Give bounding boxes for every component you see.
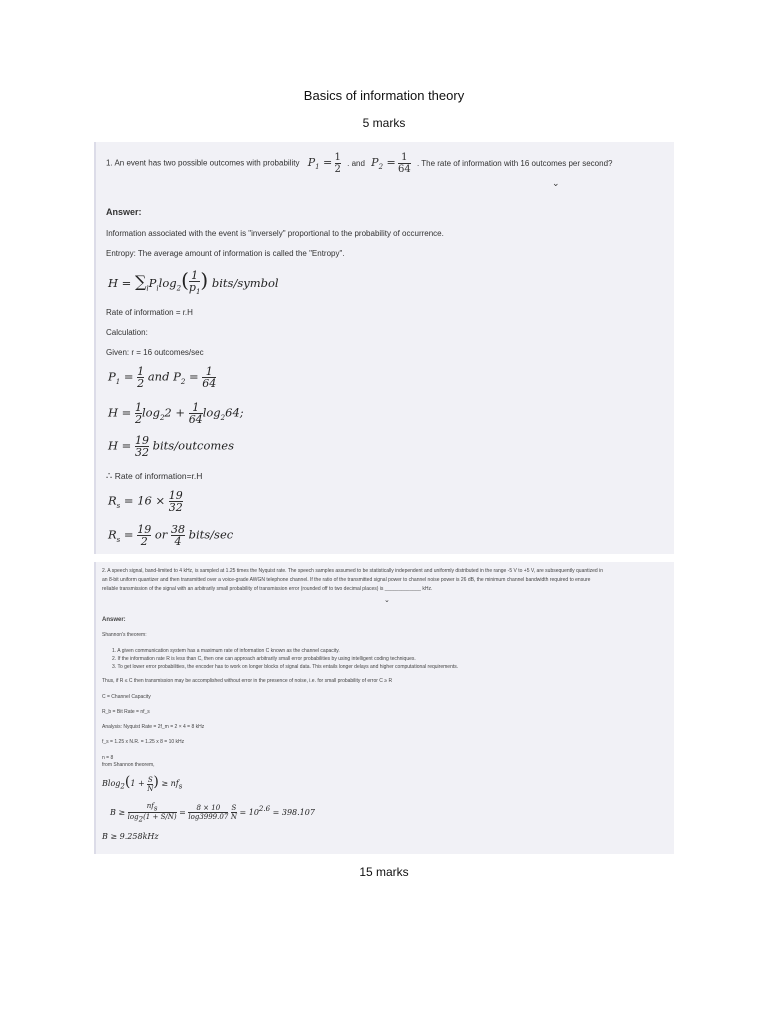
entropy-calc: H = $\frac{1}{2}$ $\log_22$ + $\frac{1}{64}$ $\log_264$; [108, 401, 244, 426]
answer-label-2: Answer: [102, 617, 126, 623]
rate-result: $R_s$ = $\frac{19}{2}$ or $\frac{38}{4}$ bits/sec [108, 523, 234, 548]
analysis-line: Analysis: Nyquist Rate = 2f_m = 2 × 4 = 8 kHz [102, 724, 205, 730]
n-line: n = 8 [102, 755, 114, 761]
chevron-down-icon[interactable]: ⌄ [384, 597, 390, 604]
shannon-point-1: 1. A given communication system has a maximum rate of information C known as the channel capacity. [112, 648, 340, 654]
question-2-line-1: 2. A speech signal, band-limited to 4 kHz, is sampled at 1.25 times the Nyquist rate. The speech samples assumed to be statistically independent and uniformly distributed in the range -5 V to +5 V, are subsequently quantized in [102, 568, 603, 574]
answer-line-1: Information associated with the event is "inversely" proportional to the probability of occurrence. [106, 229, 444, 238]
bitrate-line: R_b = Bit Rate = nf_s [102, 709, 150, 715]
answer-label: Answer: [106, 207, 142, 217]
question-1-text: 1. An event has two possible outcomes with probability $P_1$ = $\frac{1}{2}$ . and $P_2$ = $\frac{1}{64}$ . The rate of information with 16 outcomes per second? [106, 152, 613, 175]
question-2-line-3: reliable transmission of the signal with an arbitrarily small probability of transmission error (rounded off to two decimal places) is _____________ kHz. [102, 586, 433, 592]
thus-line: Thus, if R ≤ C then transmission may be accomplished without error in the presence of noise, i.e. for small probability of error C ≥ R [102, 678, 393, 684]
marks-label-15: 15 marks [359, 865, 409, 879]
shannon-point-3: 3. To get lower error probabilities, the encoder has to work on longer blocks of signal data. This entails longer delays and higher computational requirements. [112, 664, 459, 670]
entropy-formula: $H = \sum_iP_i\log_2$( $\frac{1}{p_1}$ ) bits/symbol [108, 268, 279, 297]
chevron-down-icon[interactable]: ⌄ [552, 178, 560, 188]
shannon-point-2: 2. If the information rate R is less than C, then one can approach arbitrarily small error probabilities by using intelligent coding techniques. [112, 656, 416, 662]
question-2-line-2: an 8-bit uniform quantizer and then transmitted over a voice-grade AWGN telephone channel. If the ratio of the transmitted signal power to channel noise power is 26 dB, the minimum channel bandwidth required to ensure [102, 577, 591, 583]
calculation-label: Calculation: [106, 328, 148, 337]
question-1-panel [94, 142, 674, 554]
sampling-line: f_s = 1.25 x N.R. = 1.25 x 8 = 10 kHz [102, 739, 185, 745]
shannon-inequality: Blog$_2$(1 + $\frac{S}{N}$ ) ≥ $nf_s$ [102, 774, 183, 793]
from-shannon-line: from Shannon theorem, [102, 762, 155, 768]
bandwidth-calc: B ≥ $\frac{nf_s}{\log_2(1 + S/N)}$ = $\frac{8 \times 10}{\log 3999.07}$ $\frac{S}{N}$ = $10^{2.6} = 398.107$ [110, 802, 315, 824]
question-2-panel [94, 562, 674, 854]
document-title: Basics of information theory [303, 88, 465, 103]
entropy-result: H = $\frac{19}{32}$ bits/outcomes [108, 434, 235, 459]
probability-equation: $P_1$ = $\frac{1}{2}$ and $P_2$ = $\frac{1}{64}$ [108, 365, 217, 390]
given-line: Given: r = 16 outcomes/sec [106, 348, 204, 357]
bandwidth-result: B ≥ 9.258kHz [102, 832, 159, 841]
answer-line-2: Entropy: The average amount of information is called the "Entropy". [106, 249, 345, 258]
marks-label-5: 5 marks [362, 116, 406, 130]
capacity-line: C = Channel Capacity [102, 694, 151, 700]
shannon-heading: Shannon's theorem: [102, 632, 147, 638]
therefore-line: ∴ Rate of information=r.H [106, 471, 203, 482]
rate-line: Rate of information = r.H [106, 308, 193, 317]
rate-calc: $R_s = 16$ × $\frac{19}{32}$ [108, 489, 183, 514]
